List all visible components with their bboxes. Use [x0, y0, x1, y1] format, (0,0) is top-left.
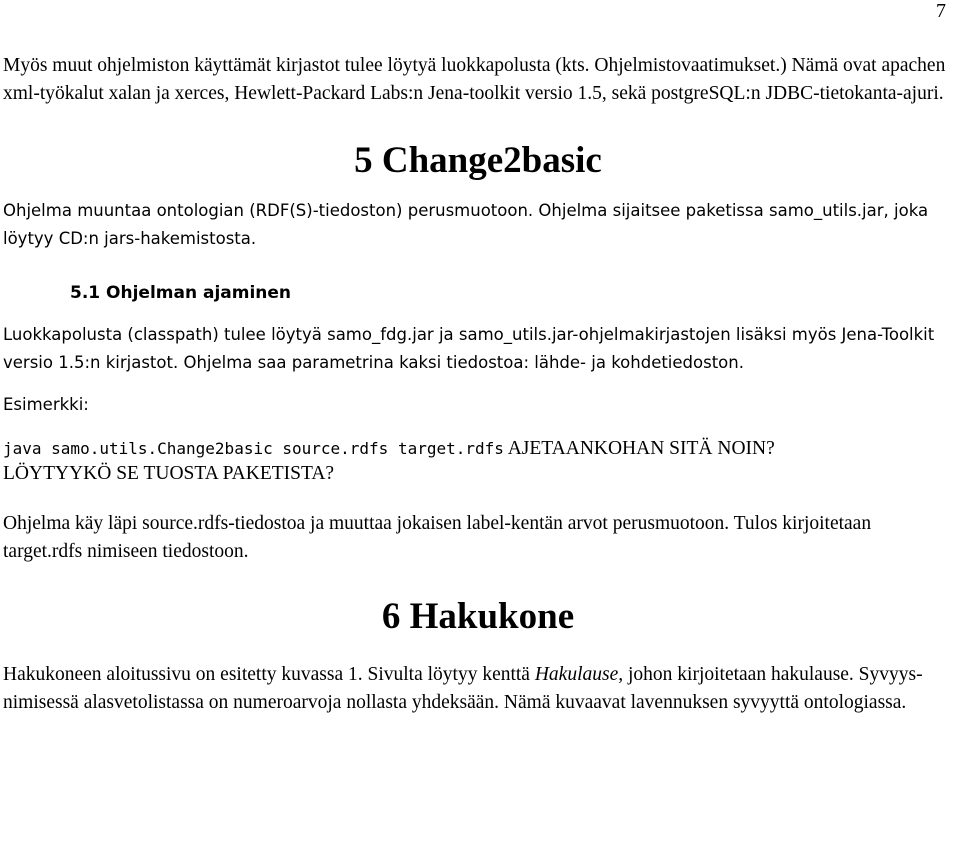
example-note-2: LÖYTYYKÖ SE TUOSTA PAKETISTA? [3, 463, 335, 484]
section-6-paragraph [3, 661, 953, 717]
section-6-text-after: johon kirjoitetaan hakulause. Syvyys-nimisessä alasvetolistassa on numeroarvoja nollasta yhdeksään. Nämä kuvaavat lavennuksen syvyyttä ontologiassa. [3, 664, 923, 713]
example-command: java samo.utils.Change2basic source.rdfs target.rdfs [3, 439, 504, 458]
section-6-heading: 6 Hakukone [381, 596, 575, 637]
hakulause-term: Hakulause, [534, 664, 624, 685]
document-page [3, 52, 953, 717]
section-5-heading: 5 Change2basic [354, 140, 602, 181]
intro-paragraph: Myös muut ohjelmiston käyttämät kirjastot tulee löytyä luokkapolusta (kts. Ohjelmistovaatimukset.) Nämä ovat apachen xml-työkalut xalan ja xerces, Hewlett-Packard Labs:n Jena-toolkit versio 1.5, sekä postgreSQL:n JDBC-tietokanta-ajuri. [3, 55, 946, 104]
subsection-5-1-heading: 5.1 Ohjelman ajaminen [70, 283, 292, 303]
example-note-1: AJETAANKOHAN SITÄ NOIN? [507, 438, 775, 459]
classpath-paragraph: Luokkapolusta (classpath) tulee löytyä samo_fdg.jar ja samo_utils.jar-ohjelmakirjastojen lisäksi myös Jena-Toolkit versio 1.5:n kirjastot. Ohjelma saa parametrina kaksi tiedostoa: lähde- ja kohdetiedoston. [3, 325, 935, 372]
example-block [3, 436, 953, 486]
section-6-text-before: Hakukoneen aloitussivu on esitetty kuvassa 1. Sivulta löytyy kenttä [3, 664, 535, 685]
page-number: 7 [936, 0, 946, 22]
run-description: Ohjelma käy läpi source.rdfs-tiedostoa ja muuttaa jokaisen label-kentän arvot perusmuotoon. Tulos kirjoitetaan target.rdfs nimiseen tiedostoon. [3, 513, 872, 562]
example-label: Esimerkki: [3, 395, 89, 414]
section-5-description: Ohjelma muuntaa ontologian (RDF(S)-tiedoston) perusmuotoon. Ohjelma sijaitsee paketissa samo_utils.jar, joka löytyy CD:n jars-hakemistosta. [3, 201, 929, 248]
